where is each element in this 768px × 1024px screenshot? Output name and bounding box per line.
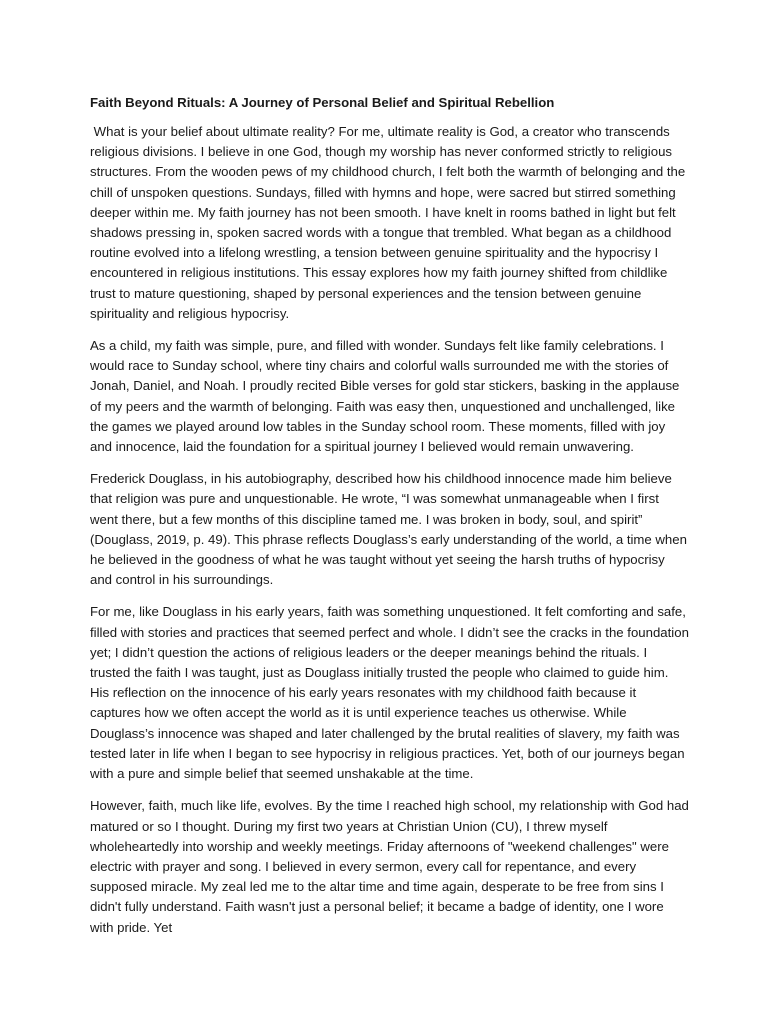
document-title: Faith Beyond Rituals: A Journey of Personal Belief and Spiritual Rebellion (90, 95, 555, 110)
paragraph-comparison: For me, like Douglass in his early years, faith was something unquestioned. It felt comforting and safe, filled with stories and practices that seemed perfect and whole. I didn’t see the cracks in the foundation yet; I didn’t question the actions of religious leaders or the deeper meanings behind the rituals. I trusted the faith I was taught, just as Douglass initially trusted the people who claimed to guide him. His reflection on the innocence of his early years resonates with my childhood faith because it captures how we often accept the world as it is until experience teaches us otherwise. While Douglass’s innocence was shaped and later challenged by the brutal realities of slavery, my faith was tested later in life when I began to see hypocrisy in religious practices. Yet, both of our journeys began with a pure and simple belief that seemed unshakable at the time. (90, 604, 693, 782)
paragraph-high-school: However, faith, much like life, evolves. By the time I reached high school, my relationship with God had matured or so I thought. During my first two years at Christian Union (CU), I threw myself wholeheartedly into worship and weekly meetings. Friday afternoons of "weekend challenges" were electric with prayer and song. I believed in every sermon, every call for repentance, and every supposed miracle. My zeal led me to the altar time and time again, desperate to be free from sins I didn't fully understand. Faith wasn't just a personal belief; it became a badge of identity, one I wore with pride. Yet (90, 798, 693, 935)
paragraph-intro: What is your belief about ultimate reality? For me, ultimate reality is God, a creator who transcends religious divisions. I believe in one God, though my worship has never conformed strictly to religious structures. From the wooden pews of my childhood church, I felt both the warmth of belonging and the chill of unspoken questions. Sundays, filled with hymns and hope, were sacred but stirred something deeper within me. My faith journey has not been smooth. I have knelt in rooms bathed in light but felt shadows pressing in, spoken sacred words with a tongue that trembled. What began as a childhood routine evolved into a lifelong wrestling, a tension between genuine spirituality and the hypocrisy I encountered in religious institutions. This essay explores how my faith journey shifted from childlike trust to mature questioning, shaped by personal experiences and the tension between genuine spirituality and religious hypocrisy. (90, 124, 689, 321)
paragraph-childhood: As a child, my faith was simple, pure, and filled with wonder. Sundays felt like family celebrations. I would race to Sunday school, where tiny chairs and colorful walls surrounded me with the stories of Jonah, Daniel, and Noah. I proudly recited Bible verses for gold star stickers, basking in the applause of my peers and the warmth of belonging. Faith was easy then, unquestioned and unchallenged, like the games we played around low tables in the Sunday school room. These moments, filled with joy and innocence, laid the foundation for a spiritual journey I believed would remain unwavering. (90, 338, 684, 455)
document-body (90, 93, 693, 950)
paragraph-douglass-quote: Frederick Douglass, in his autobiography, described how his childhood innocence made him believe that religion was pure and unquestionable. He wrote, “I was somewhat unmanageable when I first went there, but a few months of this discipline tamed me. I was broken in body, soul, and spirit” (Douglass, 2019, p. 49). This phrase reflects Douglass’s early understanding of the world, a time when he believed in the goodness of what he was taught without yet seeing the harsh truths of hypocrisy and control in his surroundings. (90, 471, 691, 588)
